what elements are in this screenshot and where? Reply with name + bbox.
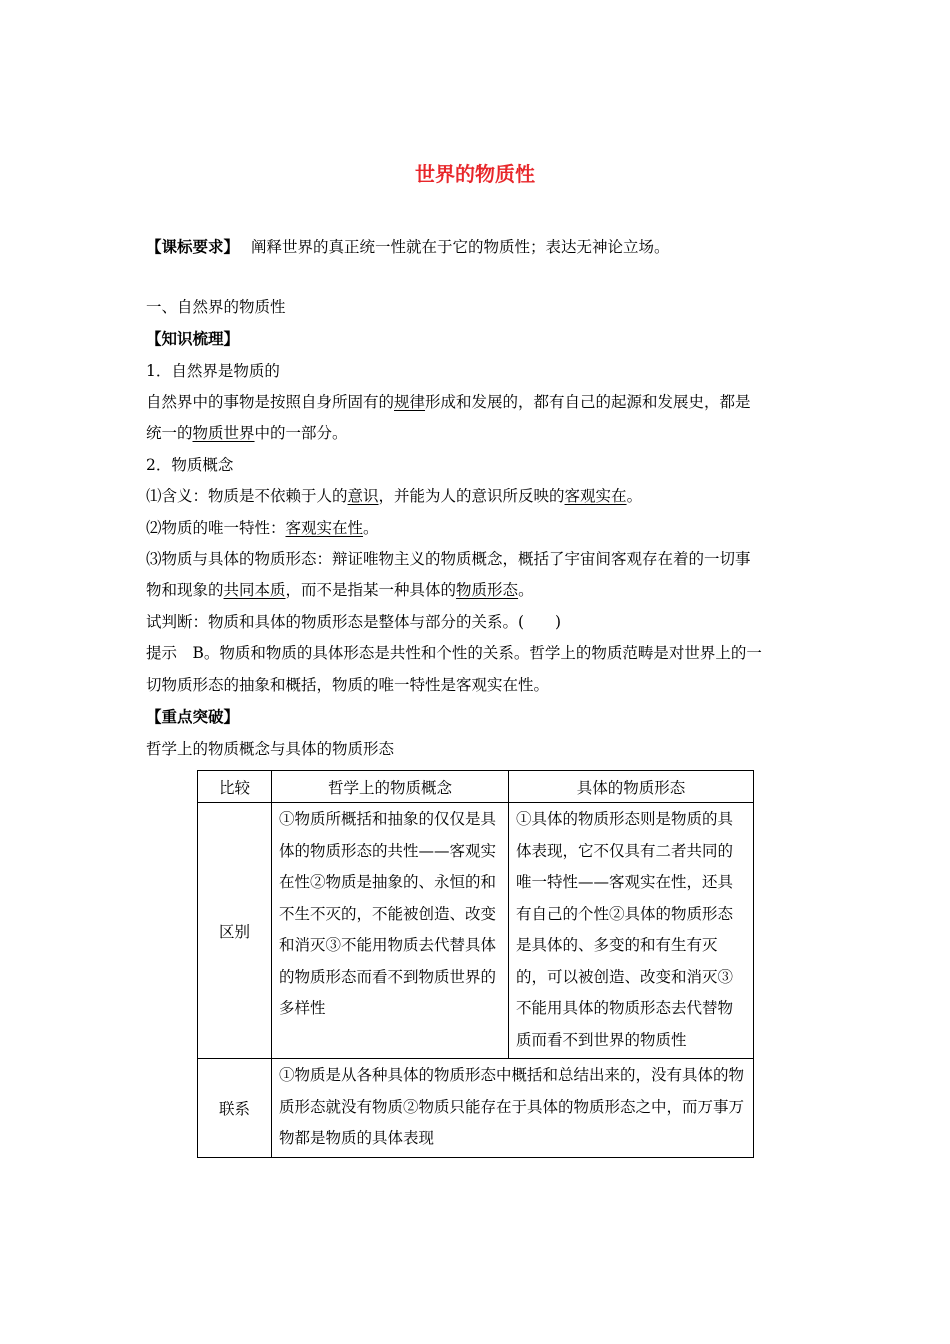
- concept-relation-line2: [146, 580, 534, 600]
- table-header: 比较: [198, 771, 272, 803]
- table-caption: 哲学上的物质概念与具体的物质形态: [146, 740, 395, 758]
- judgement-question: 试判断：物质和具体的物质形态是整体与部分的关系。( ): [146, 613, 562, 631]
- underlined-term: 客观实在: [564, 487, 627, 505]
- point1-heading: 1．自然界是物质的: [146, 362, 280, 380]
- difference-philosophical-cell: ①物质所概括和抽象的仅仅是具体的物质形态的共性——客观实在性②物质是抽象的、永恒的和不生不灭的，不能被创造、改变和消灭③不能用物质去代替具体的物质形态而看不到物质世界的多样性: [272, 803, 509, 1059]
- table-header: 哲学上的物质概念: [272, 771, 509, 803]
- text-span: 自然界中的事物是按照自身所固有的: [146, 393, 395, 411]
- text-span: 物和现象的: [146, 581, 224, 599]
- connection-cell: ①物质是从各种具体的物质形态中概括和总结出来的，没有具体的物质形态就没有物质②物质只能存在于具体的物质形态之中，而万事万物都是物质的具体表现: [272, 1059, 754, 1158]
- requirement-text: 阐释世界的真正统一性就在于它的物质性；表达无神论立场。: [251, 238, 670, 256]
- row-label-difference: 区别: [198, 803, 272, 1059]
- text-span: 。: [518, 581, 534, 599]
- table-header: 具体的物质形态: [509, 771, 754, 803]
- table-row-connection: [198, 1059, 754, 1158]
- point1-line1: [146, 392, 751, 412]
- table-row-difference: [198, 803, 754, 1059]
- underlined-term: 客观实在性: [285, 519, 364, 537]
- point1-line2: [146, 423, 348, 443]
- section-heading: 一、自然界的物质性: [146, 298, 286, 316]
- text-span: ，而不是指某一种具体的: [285, 581, 457, 599]
- text-span: 中的一部分。: [254, 424, 348, 442]
- hint-line2: 切物质形态的抽象和概括，物质的唯一特性是客观实在性。: [146, 676, 550, 694]
- concept-relation-line1: ⑶物质与具体的物质形态：辩证唯物主义的物质概念，概括了宇宙间客观存在着的一切事: [146, 550, 751, 568]
- point2-heading: 2．物质概念: [146, 456, 234, 474]
- concept-meaning: [146, 486, 642, 506]
- concept-property: [146, 518, 379, 538]
- page-title: 世界的物质性: [415, 162, 535, 186]
- underlined-term: 规律: [394, 393, 426, 411]
- underlined-term: 意识: [347, 487, 379, 505]
- requirement-line: [146, 237, 670, 257]
- text-span: 形成和发展的，都有自己的起源和发展史，都是: [425, 393, 751, 411]
- row-label-connection: 联系: [198, 1059, 272, 1158]
- underlined-term: 物质世界: [192, 424, 255, 442]
- text-span: ⑴含义：物质是不依赖于人的: [146, 487, 348, 505]
- text-span: 。: [626, 487, 643, 505]
- text-span: 。: [363, 519, 379, 537]
- knowledge-label: 【知识梳理】: [146, 329, 240, 348]
- text-span: 统一的: [146, 424, 193, 442]
- difference-concrete-cell: ①具体的物质形态则是物质的具体表现，它不仅具有二者共同的唯一特性——客观实在性，还具有自己的个性②具体的物质形态是具体的、多变的和有生有灭的，可以被创造、改变和消灭③不能用具体的物质形态去代替物质而看不到世界的物质性: [509, 803, 754, 1059]
- hint-line1: 提示 B。物质和物质的具体形态是共性和个性的关系。哲学上的物质范畴是对世界上的一: [146, 644, 762, 662]
- key-points-label: 【重点突破】: [146, 707, 240, 726]
- table-header-row: [198, 771, 754, 803]
- underlined-term: 物质形态: [456, 581, 519, 599]
- underlined-term: 共同本质: [223, 581, 286, 599]
- text-span: ，并能为人的意识所反映的: [378, 487, 565, 505]
- text-span: ⑵物质的唯一特性：: [146, 519, 286, 537]
- comparison-table: [197, 770, 754, 1158]
- requirement-label: 【课标要求】: [146, 237, 240, 256]
